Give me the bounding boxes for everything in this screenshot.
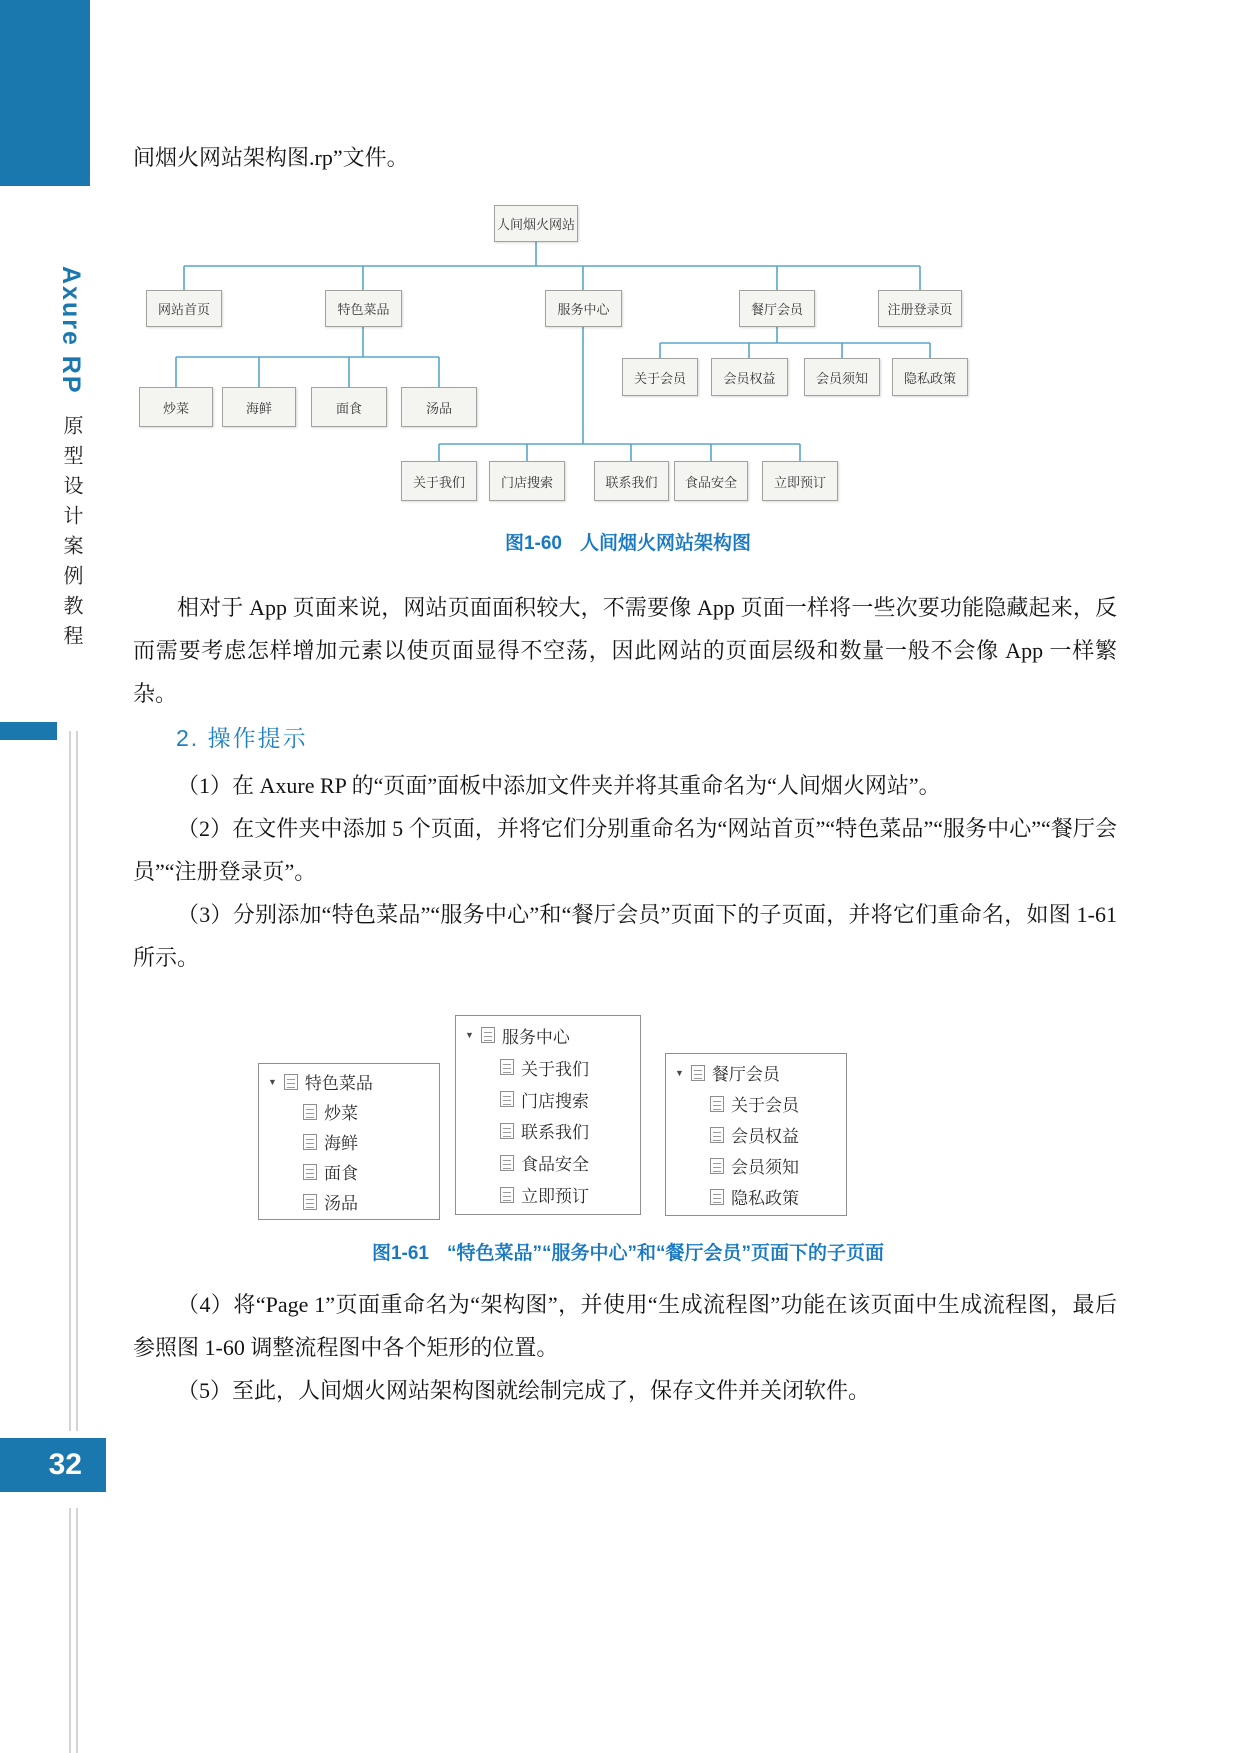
sitemap-node-food-safety: 食品安全 — [674, 461, 748, 501]
sitemap-node-stirfry: 炒菜 — [139, 387, 213, 427]
page-number-value: 32 — [48, 1448, 82, 1481]
sitemap-node-about-us: 关于我们 — [401, 461, 477, 501]
page-icon — [481, 1027, 495, 1043]
pages-panel-member — [665, 1053, 847, 1216]
page-icon — [303, 1104, 317, 1120]
collapse-caret-icon: ▼ — [268, 1076, 277, 1087]
sitemap-node-seafood: 海鲜 — [222, 387, 296, 427]
collapse-caret-icon: ▼ — [465, 1030, 474, 1041]
intro-line: 间烟火网站架构图.rp”文件。 — [133, 145, 409, 170]
steps-block-1 — [133, 764, 1117, 979]
page-icon — [303, 1164, 317, 1180]
page-icon — [500, 1059, 514, 1075]
connector-line — [176, 327, 439, 387]
page-tree-item — [259, 1189, 439, 1214]
page-item-label: 门店搜索 — [521, 1091, 589, 1111]
decorative-vertical-rules-bottom — [69, 1508, 78, 1753]
page-tree-item — [456, 1150, 640, 1175]
page-item-label: 海鲜 — [324, 1134, 358, 1153]
sitemap-node-root: 人间烟火网站 — [494, 205, 578, 242]
sitemap-node-soup: 汤品 — [401, 387, 477, 427]
page-icon — [284, 1074, 298, 1090]
page-number — [0, 1438, 106, 1492]
sitemap-node-service: 服务中心 — [545, 290, 622, 327]
pages-panel-service — [455, 1015, 641, 1215]
page-icon — [710, 1096, 724, 1112]
page-item-label: 立即预订 — [521, 1187, 589, 1207]
sitemap-node-dishes: 特色菜品 — [325, 290, 402, 327]
page-item-label: 会员须知 — [731, 1158, 799, 1177]
sitemap-node-about-member: 关于会员 — [622, 358, 698, 396]
page-tree-item — [456, 1118, 640, 1143]
page-tree-item — [259, 1129, 439, 1154]
page-item-label: 会员权益 — [731, 1127, 799, 1146]
figure-1-61-caption — [133, 1238, 1123, 1265]
section-heading: 2. 操作提示 — [176, 725, 308, 751]
collapse-caret-icon: ▼ — [675, 1067, 684, 1078]
sitemap-node-noodles: 面食 — [311, 387, 387, 427]
sitemap-node-store-search: 门店搜索 — [489, 461, 565, 501]
sitemap-node-privacy: 隐私政策 — [892, 358, 968, 396]
figure-caption-label: 图1-61 — [371, 1243, 429, 1264]
page-tree-item — [666, 1184, 846, 1209]
sidebar-book-title — [56, 266, 86, 655]
sitemap-node-member: 餐厅会员 — [739, 290, 815, 327]
page-tree-item — [456, 1055, 640, 1080]
book-title-cn: 原型设计案例教程 — [60, 414, 82, 655]
page-item-label: 关于会员 — [731, 1096, 799, 1115]
page-item-label: 面食 — [324, 1164, 358, 1183]
figure-1-60-sitemap — [133, 194, 1123, 514]
figure-1-60-caption — [133, 528, 1123, 555]
sitemap-node-member-benefits: 会员权益 — [711, 358, 788, 396]
panel-title: 餐厅会员 — [711, 1065, 780, 1084]
figure-caption-text: 人间烟火网站架构图 — [580, 533, 752, 554]
page-icon — [691, 1065, 705, 1081]
sitemap-node-member-notice: 会员须知 — [804, 358, 880, 396]
steps-block-2 — [133, 1283, 1117, 1412]
page-icon — [710, 1127, 724, 1143]
panel-header — [666, 1060, 846, 1085]
sitemap-node-contact-us: 联系我们 — [594, 461, 669, 501]
pages-panel-dishes — [258, 1063, 440, 1220]
step-2: （2）在文件夹中添加 5 个页面，并将它们分别重命名为“网站首页”“特色菜品”“服务中心”“餐厅会员”“注册登录页”。 — [133, 816, 1117, 884]
page-item-label: 食品安全 — [521, 1155, 589, 1175]
body-paragraph: 相对于 App 页面来说，网站页面面积较大，不需要像 App 页面一样将一些次要功能隐藏起来，反而需要考虑怎样增加元素以使页面显得不空荡，因此网站的页面层级和数量一般不会像 App 一样繁杂。 — [133, 595, 1117, 706]
panel-title: 特色菜品 — [304, 1074, 373, 1093]
page-item-label: 隐私政策 — [731, 1189, 799, 1208]
page-tree-item — [259, 1099, 439, 1124]
step-4: （4）将“Page 1”页面重命名为“架构图”，并使用“生成流程图”功能在该页面中生成流程图，最后参照图 1-60 调整流程图中各个矩形的位置。 — [133, 1292, 1117, 1360]
connector-line — [184, 242, 920, 290]
figure-caption-text: “特色菜品”“服务中心”和“餐厅会员”页面下的子页面 — [447, 1243, 885, 1264]
step-5: （5）至此，人间烟火网站架构图就绘制完成了，保存文件并关闭软件。 — [177, 1378, 871, 1403]
page-item-label: 炒菜 — [324, 1104, 358, 1123]
decorative-corner-block — [0, 0, 90, 186]
page-tree-item — [666, 1122, 846, 1147]
page-icon — [710, 1189, 724, 1205]
sitemap-node-register: 注册登录页 — [878, 290, 962, 327]
page-tree-item — [259, 1159, 439, 1184]
page-icon — [500, 1155, 514, 1171]
figure-caption-label: 图1-60 — [504, 533, 562, 554]
page-tree-item — [456, 1182, 640, 1207]
page-item-label: 汤品 — [324, 1194, 358, 1213]
page-item-label: 联系我们 — [521, 1123, 589, 1143]
sitemap-node-home: 网站首页 — [146, 290, 222, 327]
panel-title: 服务中心 — [501, 1027, 570, 1047]
page-icon — [500, 1187, 514, 1203]
book-title-en: Axure RP — [57, 266, 85, 395]
panel-header — [259, 1069, 439, 1094]
page-icon — [303, 1134, 317, 1150]
connector-line — [660, 327, 930, 358]
page-icon — [500, 1123, 514, 1139]
page-tree-item — [456, 1087, 640, 1112]
panel-header — [456, 1023, 640, 1048]
step-3: （3）分别添加“特色菜品”“服务中心”和“餐厅会员”页面下的子页面，并将它们重命名，如图 1-61 所示。 — [133, 902, 1117, 970]
decorative-vertical-rules-top — [69, 731, 78, 1431]
page-icon — [303, 1194, 317, 1210]
decorative-side-tab — [0, 722, 57, 740]
step-1: （1）在 Axure RP 的“页面”面板中添加文件夹并将其重命名为“人间烟火网站”。 — [177, 773, 941, 798]
page-item-label: 关于我们 — [521, 1059, 589, 1079]
sitemap-node-book-now: 立即预订 — [762, 461, 838, 501]
page-tree-item — [666, 1091, 846, 1116]
page-tree-item — [666, 1153, 846, 1178]
page-icon — [710, 1158, 724, 1174]
page-icon — [500, 1091, 514, 1107]
